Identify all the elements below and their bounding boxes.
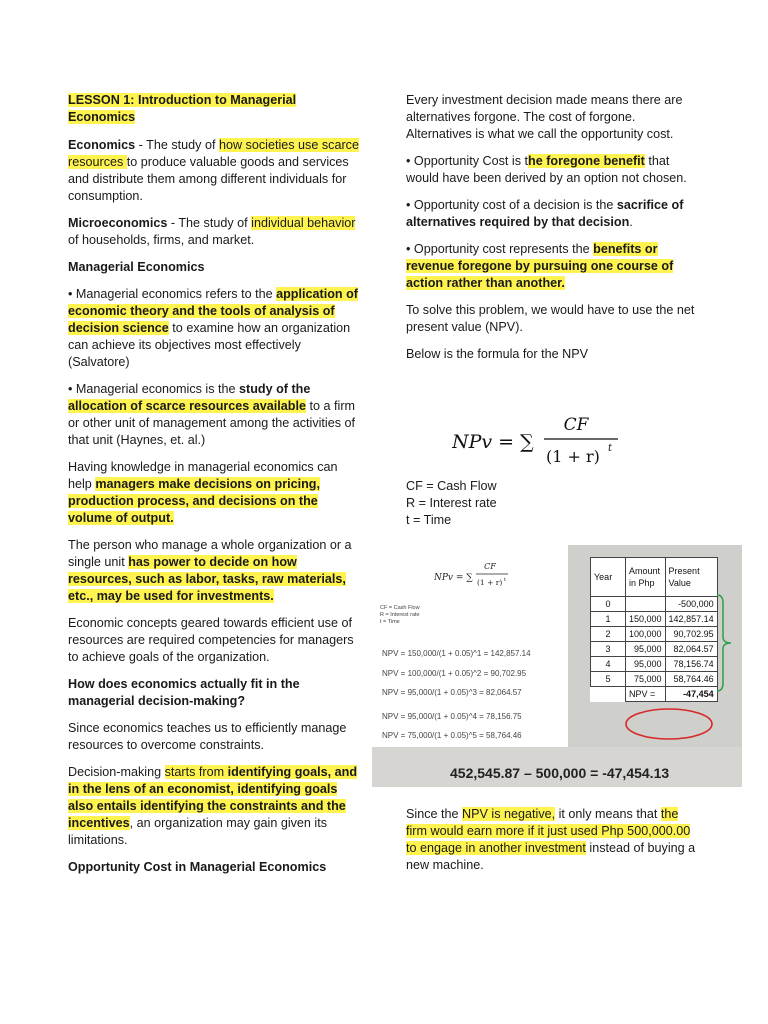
table-row: 5 75,000 58,764.46 <box>591 672 718 687</box>
opportunity-cost-bullet-3: • Opportunity cost represents the benefits or revenue foregone by pursuing one course of action rather than another. <box>406 242 674 290</box>
header-year: Year <box>591 558 626 597</box>
npv-table <box>590 557 718 702</box>
opportunity-cost-bullet-2: • Opportunity cost of a decision is the sacrifice of alternatives required by that decision. <box>406 198 684 229</box>
calc-line-2: NPV = 100,000/(1 + 0.05)^2 = 90,702.95 <box>382 669 527 678</box>
green-bracket <box>715 593 735 693</box>
formula-intro: Below is the formula for the NPV <box>406 347 588 361</box>
formula-definitions <box>406 478 702 529</box>
mini-formula-denominator: (1 + r) <box>477 578 503 587</box>
microeconomics-definition: Microeconomics - The study of individual behavior of households, firms, and market. <box>68 216 356 247</box>
manager-paragraph: The person who manage a whole organization or a single unit has power to decide on how resources, such as labor, tasks, raw materials, etc., may be used for investments. <box>68 538 352 603</box>
table-row: 3 95,000 82,064.57 <box>591 642 718 657</box>
formula-denominator: (1 + r) <box>546 447 600 466</box>
concepts-paragraph: Economic concepts geared towards efficient use of resources are required competencies for managers to achieve goals of the organization. <box>68 616 354 664</box>
economics-definition: Economics - The study of how societies use scarce resources to produce valuable goods and services and distribute them among different individuals for consumption. <box>68 138 359 203</box>
lesson-title: LESSON 1: Introduction to Managerial Economics <box>68 93 297 124</box>
header-present-value: Present Value <box>665 558 717 597</box>
solve-paragraph: To solve this problem, we would have to use the net present value (NPV). <box>406 303 695 334</box>
managerial-bullet-1: • Managerial economics refers to the application of economic theory and the tools of analysis of decision science to examine how an organization can achieve its objectives most effectively (Salvatore) <box>68 287 358 369</box>
managerial-bullet-2: • Managerial economics is the study of the allocation of scarce resources available to a firm or other unit of management among the activities of that unit (Haynes, et. al.) <box>68 382 356 447</box>
npv-formula <box>452 406 632 470</box>
npv-example-figure <box>372 545 742 787</box>
definition-r: R = Interest rate <box>406 496 497 510</box>
npv-value: -47,454 <box>665 687 717 702</box>
table-row: 4 95,000 78,156.74 <box>591 657 718 672</box>
managerial-economics-heading: Managerial Economics <box>68 260 205 274</box>
definition-t: t = Time <box>406 513 452 527</box>
answer-paragraph: Since economics teaches us to efficiently manage resources to overcome constraints. <box>68 721 347 752</box>
left-column <box>68 92 360 886</box>
table-row: 0 -500,000 <box>591 597 718 612</box>
formula-numerator: CF <box>563 415 589 435</box>
conclusion <box>406 806 702 884</box>
question-heading: How does economics actually fit in the managerial decision-making? <box>68 677 300 708</box>
conclusion-paragraph: Since the NPV is negative, it only means that the firm would earn more if it just used Php 500,000.00 to engage in another investment instead of buying a new machine. <box>406 807 696 872</box>
mini-formula-numerator: CF <box>484 562 496 571</box>
calc-line-5: NPV = 75,000/(1 + 0.05)^5 = 58,764.46 <box>382 731 522 740</box>
formula-lhs: NPv = ∑ <box>452 431 534 453</box>
calc-line-3: NPV = 95,000/(1 + 0.05)^3 = 82,064.57 <box>382 688 522 697</box>
knowledge-paragraph: Having knowledge in managerial economics can help managers make decisions on pricing, production process, and decisions on the volume of output. <box>68 460 338 525</box>
calc-line-4: NPV = 95,000/(1 + 0.05)^4 = 78,156.75 <box>382 712 522 721</box>
table-total-row <box>591 687 718 702</box>
table-row: 1 150,000 142,857.14 <box>591 612 718 627</box>
mini-legend: CF = Cash Flow R = Interest rate t = Time <box>380 605 420 625</box>
npv-label: NPV = <box>626 687 666 702</box>
right-column <box>406 92 702 373</box>
opportunity-cost-bullet-1: • Opportunity Cost is the foregone benefit that would have been derived by an option not chosen. <box>406 154 687 185</box>
definition-cf: CF = Cash Flow <box>406 479 497 493</box>
formula-exponent: t <box>608 443 613 454</box>
intro-paragraph: Every investment decision made means there are alternatives forgone. The cost of forgone. Alternatives is what we call the opportunity cost. <box>406 93 683 141</box>
mini-npv-formula <box>434 557 514 593</box>
header-amount: Amount in Php <box>626 558 666 597</box>
red-ellipse <box>624 707 714 741</box>
mini-formula-lhs: NPv = ∑ <box>434 573 473 583</box>
table-row: 2 100,000 90,702.95 <box>591 627 718 642</box>
opportunity-cost-heading: Opportunity Cost in Managerial Economics <box>68 860 327 874</box>
mini-formula-exponent: t <box>504 577 507 583</box>
decision-paragraph: Decision-making starts from identifying goals, and in the lens of an economist, identifying goals also entails identifying the constraints and the incentives, an organization may gain given its limitations. <box>68 765 358 847</box>
table-header-row <box>591 558 718 597</box>
npv-result: 452,545.87 – 500,000 = -47,454.13 <box>450 765 670 781</box>
calc-line-1: NPV = 150,000/(1 + 0.05)^1 = 142,857.14 <box>382 649 531 658</box>
